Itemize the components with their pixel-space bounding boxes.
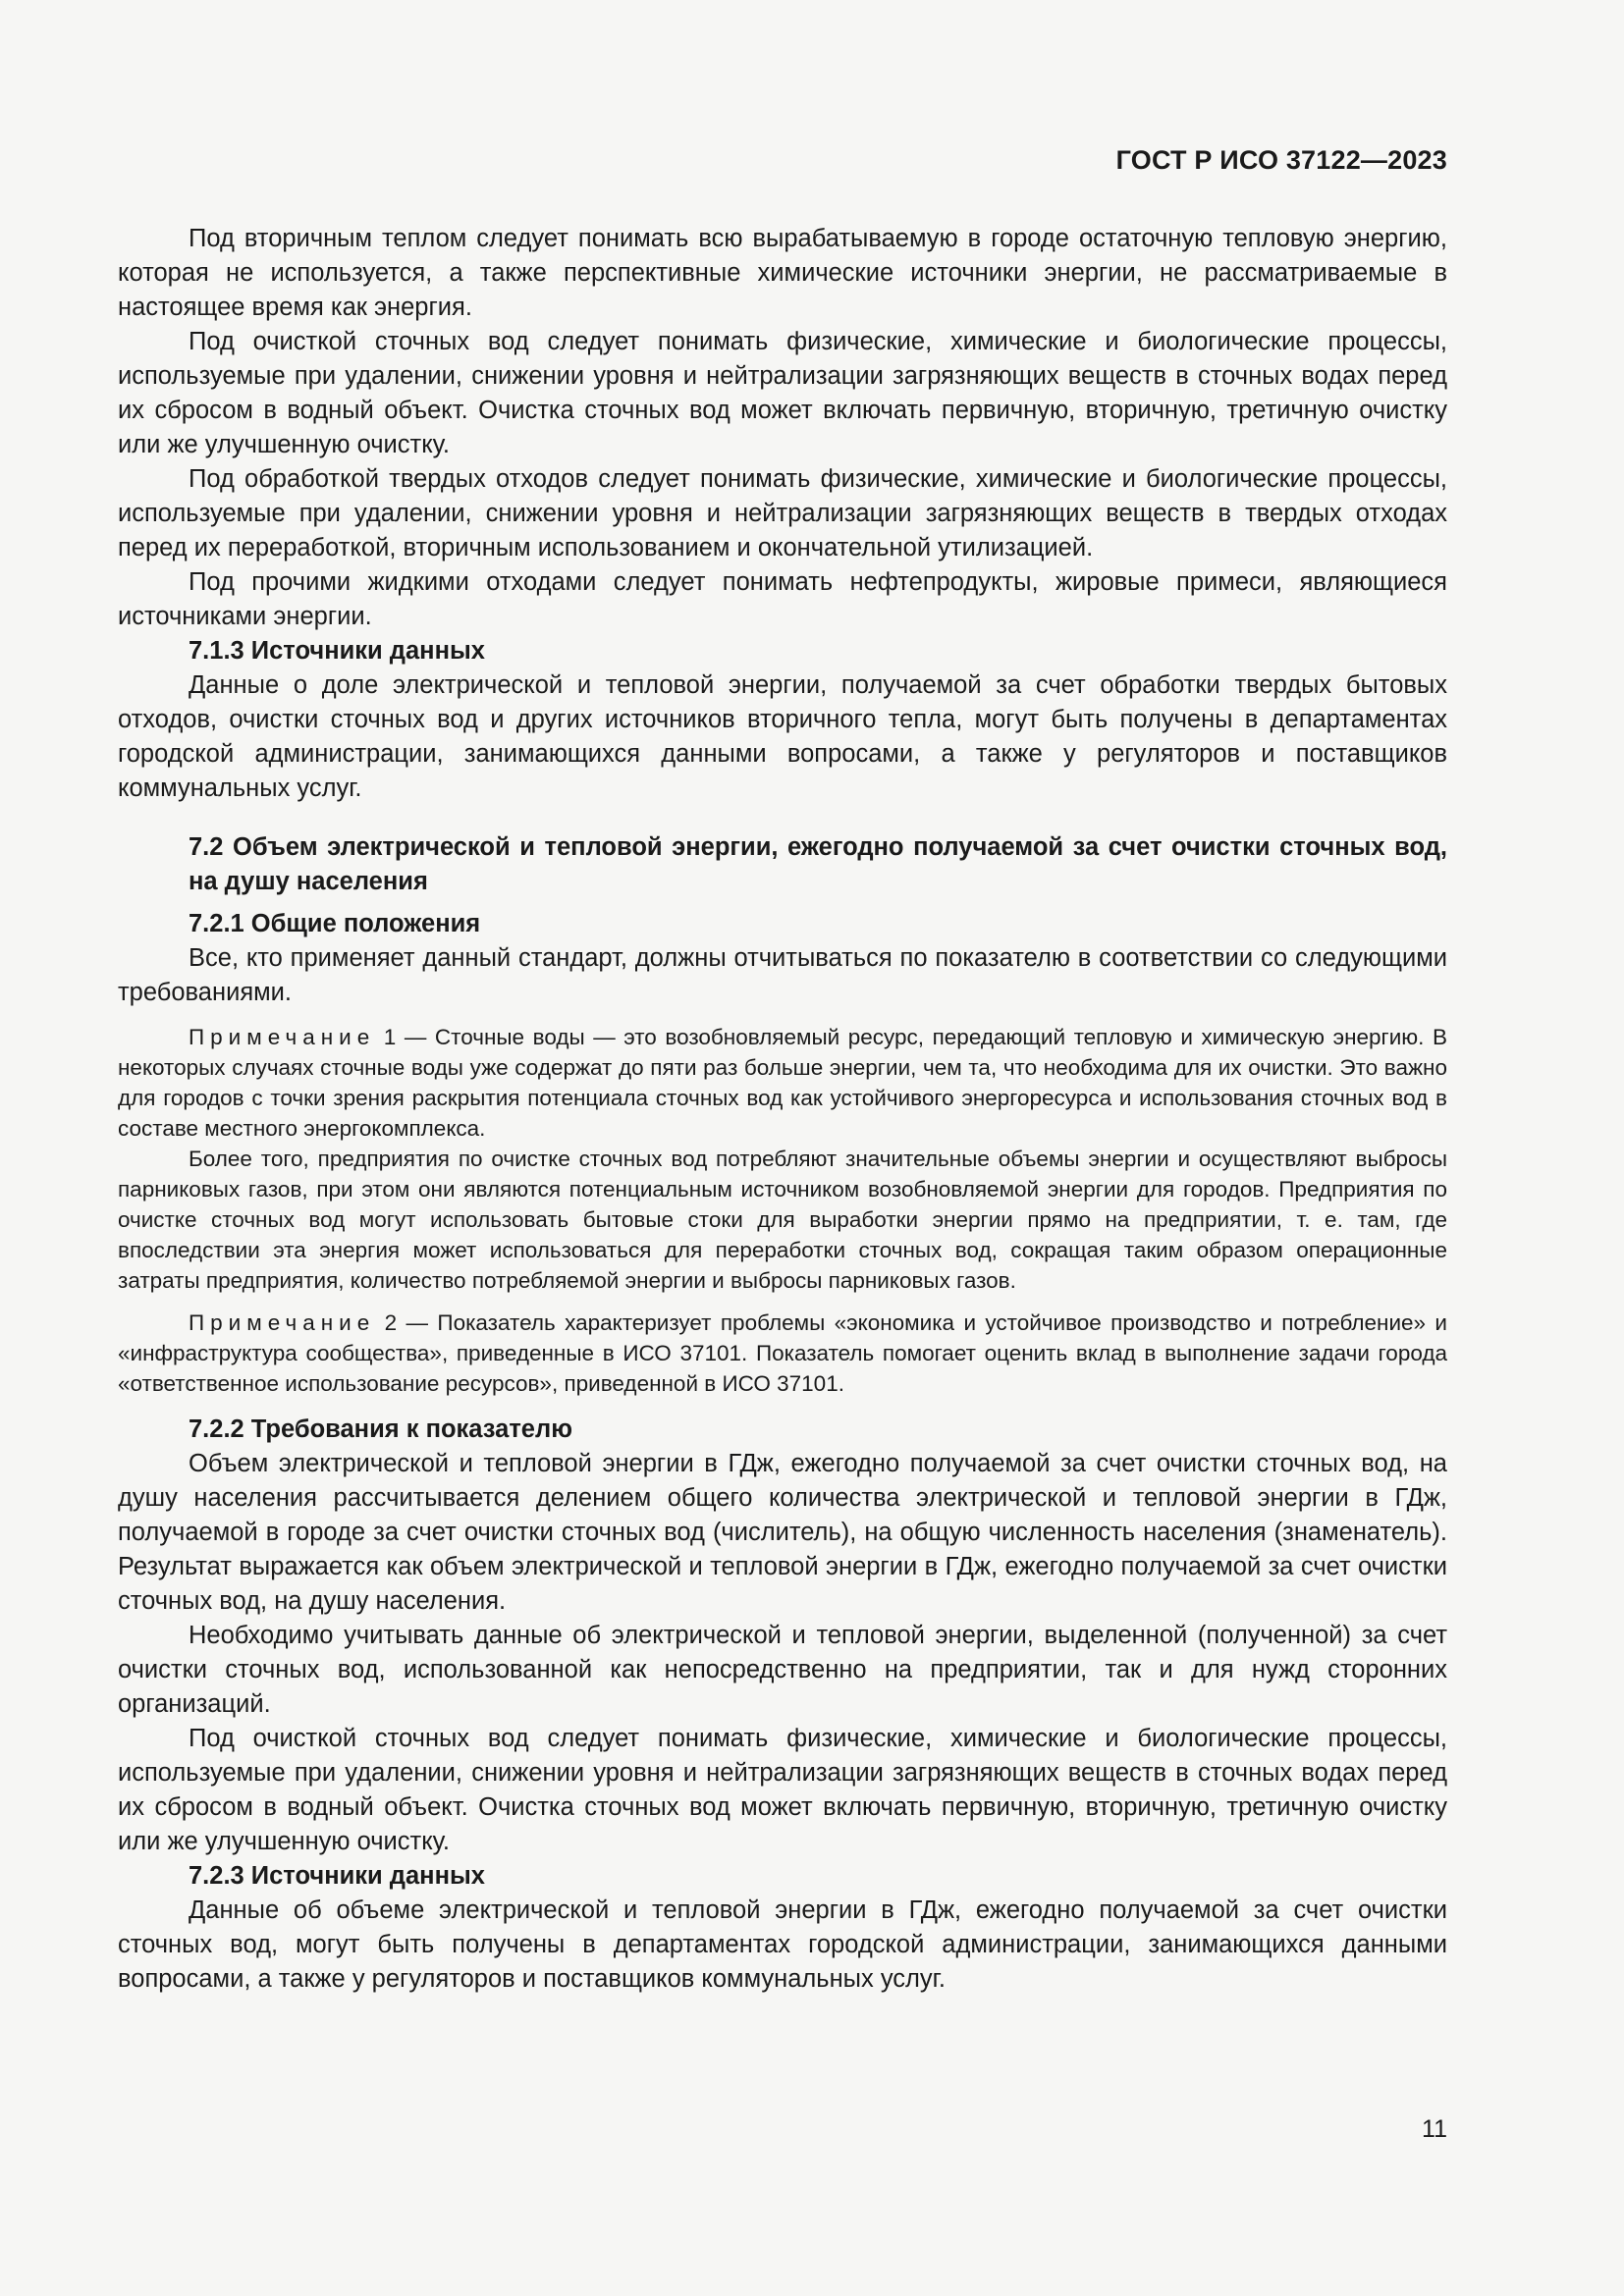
note-1-text: 1 — Сточные воды — это возобновляемый ресурс, передающий тепловую и химическую энергию. В некоторых случаях сточные воды уже содержат до пяти раз больше энергии, чем та, что необходима для их очистки. Это важно для городов с точки зрения раскрытия потенциала сточных вод как устойчивого энергоресурса и использования сточных вод в составе местного энергокомплекса. xyxy=(118,1025,1447,1141)
paragraph-general: Все, кто применяет данный стандарт, должны отчитываться по показателю в соответствии со следующими требованиями. xyxy=(118,944,1447,1006)
page-number: 11 xyxy=(1422,2115,1447,2143)
paragraph-wastewater-definition: Под очисткой сточных вод следует понимать физические, химические и биологические процессы, используемые при удалении, снижении уровня и нейтрализации загрязняющих веществ в сточных водах перед их сбросом в водный объект. Очистка сточных вод может включать первичную, вторичную, третичную очистку или же улучшенную очистку. xyxy=(118,1725,1447,1855)
paragraph-liquid-waste: Под прочими жидкими отходами следует понимать нефтепродукты, жировые примеси, являющиеся источниками энергии. xyxy=(118,568,1447,630)
note-1 xyxy=(118,1022,1447,1144)
standard-header: ГОСТ Р ИСО 37122—2023 xyxy=(1115,145,1447,175)
page-body xyxy=(118,222,1447,1997)
paragraph-secondary-heat: Под вторичным теплом следует понимать всю вырабатываемую в городе остаточную тепловую энергию, которая не используется, а также перспективные химические источники энергии, не рассматриваемые в настоящее время как энергия. xyxy=(118,225,1447,321)
note-1-continuation: Более того, предприятия по очистке сточных вод потребляют значительные объемы энергии и осуществляют выбросы парниковых газов, при этом они являются потенциальным источником возобновляемой энергии для городов. Предприятия по очистке сточных вод могут использовать бытовые стоки для выработки энергии прямо на предприятии, т. е. там, где впоследствии эта энергия может использоваться для переработки сточных вод, сокращая таким образом операционные затраты предприятия, количество потребляемой энергии и выбросы парниковых газов. xyxy=(118,1147,1447,1293)
heading-7-1-3: 7.1.3 Источники данных xyxy=(189,637,485,665)
paragraph-energy-accounting: Необходимо учитывать данные об электрической и тепловой энергии, выделенной (полученной) за счет очистки сточных вод, использованной как непосредственно на предприятии, так и для нужд сторонних организаций. xyxy=(118,1622,1447,1718)
paragraph-wastewater-treatment: Под очисткой сточных вод следует понимать физические, химические и биологические процессы, используемые при удалении, снижении уровня и нейтрализации загрязняющих веществ в сточных водах перед их сбросом в водный объект. Очистка сточных вод может включать первичную, вторичную, третичную очистку или же улучшенную очистку. xyxy=(118,328,1447,458)
note-2-label: Примечание xyxy=(189,1310,376,1335)
section-heading-7-2: 7.2 Объем электрической и тепловой энергии, ежегодно получаемой за счет очистки сточных вод, на душу населения xyxy=(189,833,1447,895)
heading-7-2-2: 7.2.2 Требования к показателю xyxy=(189,1415,572,1443)
paragraph-solid-waste: Под обработкой твердых отходов следует понимать физические, химические и биологические процессы, используемые при удалении, снижении уровня и нейтрализации загрязняющих веществ в твердых отходах перед их переработкой, вторичным использованием и окончательной утилизацией. xyxy=(118,465,1447,561)
heading-7-2-1: 7.2.1 Общие положения xyxy=(189,910,481,937)
note-1-label: Примечание xyxy=(189,1025,376,1049)
paragraph-data-sources-7-2-3: Данные об объеме электрической и тепловой энергии в ГДж, ежегодно получаемой за счет очистки сточных вод, могут быть получены в департаментах городской администрации, занимающихся данными вопросами, а также у регуляторов и поставщиков коммунальных услуг. xyxy=(118,1896,1447,1993)
paragraph-data-sources-7-1-3: Данные о доле электрической и тепловой энергии, получаемой за счет обработки твердых бытовых отходов, очистки сточных вод и других источников вторичного тепла, могут быть получены в департаментах городской администрации, занимающихся данными вопросами, а также у регуляторов и поставщиков коммунальных услуг. xyxy=(118,671,1447,802)
note-2 xyxy=(118,1308,1447,1399)
paragraph-indicator-requirements: Объем электрической и тепловой энергии в ГДж, ежегодно получаемой за счет очистки сточных вод, на душу населения рассчитывается делением общего количества электрической и тепловой энергии в ГДж, получаемой в городе за счет очистки сточных вод (числитель), на общую численность населения (знаменатель). Результат выражается как объем электрической и тепловой энергии в ГДж, ежегодно получаемой за счет очистки сточных вод, на душу населения. xyxy=(118,1450,1447,1615)
heading-7-2-3: 7.2.3 Источники данных xyxy=(189,1862,485,1890)
note-2-text: 2 — Показатель характеризует проблемы «экономика и устойчивое производство и потребление» и «инфраструктура сообщества», приведенные в ИСО 37101. Показатель помогает оценить вклад в выполнение задачи города «ответственное использование ресурсов», приведенной в ИСО 37101. xyxy=(118,1310,1447,1396)
